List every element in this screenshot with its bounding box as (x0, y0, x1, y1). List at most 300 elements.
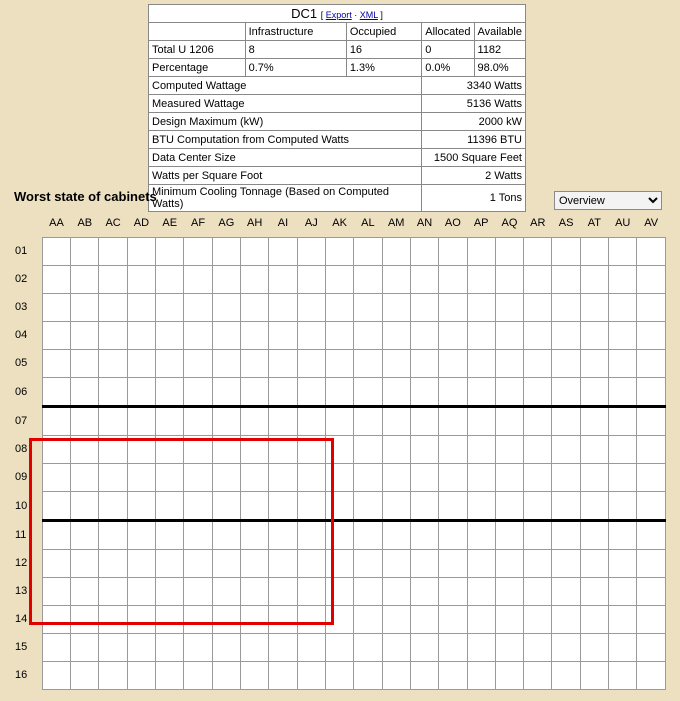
cabinet-cell-AB16[interactable] (71, 661, 99, 689)
cabinet-cell-AP08[interactable] (467, 435, 495, 463)
cabinet-cell-AB13[interactable] (71, 577, 99, 605)
cabinet-cell-AV01[interactable] (637, 237, 666, 265)
cabinet-cell-AL15[interactable] (354, 633, 382, 661)
cabinet-cell-AS05[interactable] (552, 349, 580, 377)
cabinet-cell-AM01[interactable] (382, 237, 410, 265)
cabinet-cell-AE11[interactable] (156, 520, 184, 549)
cabinet-cell-AD14[interactable] (127, 605, 155, 633)
cabinet-cell-AD12[interactable] (127, 549, 155, 577)
cabinet-cell-AM04[interactable] (382, 321, 410, 349)
cabinet-cell-AG09[interactable] (212, 463, 240, 491)
cabinet-cell-AE15[interactable] (156, 633, 184, 661)
cabinet-cell-AS06[interactable] (552, 377, 580, 406)
cabinet-cell-AG06[interactable] (212, 377, 240, 406)
cabinet-cell-AA08[interactable] (42, 435, 70, 463)
cabinet-cell-AI02[interactable] (269, 265, 297, 293)
cabinet-cell-AO10[interactable] (439, 491, 467, 520)
cabinet-cell-AV06[interactable] (637, 377, 666, 406)
cabinet-cell-AD15[interactable] (127, 633, 155, 661)
cabinet-cell-AT09[interactable] (580, 463, 608, 491)
cabinet-cell-AU04[interactable] (609, 321, 637, 349)
cabinet-cell-AT06[interactable] (580, 377, 608, 406)
cabinet-cell-AN13[interactable] (410, 577, 438, 605)
cabinet-cell-AE14[interactable] (156, 605, 184, 633)
cabinet-cell-AI14[interactable] (269, 605, 297, 633)
cabinet-cell-AG05[interactable] (212, 349, 240, 377)
cabinet-cell-AU03[interactable] (609, 293, 637, 321)
cabinet-cell-AA07[interactable] (42, 406, 70, 435)
cabinet-cell-AJ06[interactable] (297, 377, 325, 406)
cabinet-cell-AS13[interactable] (552, 577, 580, 605)
cabinet-cell-AU01[interactable] (609, 237, 637, 265)
cabinet-cell-AN15[interactable] (410, 633, 438, 661)
cabinet-cell-AN14[interactable] (410, 605, 438, 633)
cabinet-cell-AJ04[interactable] (297, 321, 325, 349)
cabinet-cell-AF03[interactable] (184, 293, 212, 321)
cabinet-cell-AU08[interactable] (609, 435, 637, 463)
cabinet-cell-AK12[interactable] (325, 549, 353, 577)
cabinet-cell-AF06[interactable] (184, 377, 212, 406)
cabinet-cell-AK02[interactable] (325, 265, 353, 293)
cabinet-cell-AF12[interactable] (184, 549, 212, 577)
cabinet-cell-AB15[interactable] (71, 633, 99, 661)
cabinet-cell-AA09[interactable] (42, 463, 70, 491)
cabinet-cell-AB02[interactable] (71, 265, 99, 293)
cabinet-cell-AK10[interactable] (325, 491, 353, 520)
cabinet-cell-AA11[interactable] (42, 520, 70, 549)
cabinet-cell-AQ04[interactable] (495, 321, 523, 349)
cabinet-cell-AQ05[interactable] (495, 349, 523, 377)
cabinet-cell-AG02[interactable] (212, 265, 240, 293)
cabinet-cell-AH01[interactable] (241, 237, 269, 265)
cabinet-cell-AV10[interactable] (637, 491, 666, 520)
cabinet-cell-AO07[interactable] (439, 406, 467, 435)
cabinet-cell-AS15[interactable] (552, 633, 580, 661)
cabinet-cell-AP02[interactable] (467, 265, 495, 293)
cabinet-cell-AC02[interactable] (99, 265, 127, 293)
cabinet-cell-AP06[interactable] (467, 377, 495, 406)
cabinet-cell-AP01[interactable] (467, 237, 495, 265)
cabinet-cell-AU15[interactable] (609, 633, 637, 661)
cabinet-cell-AI05[interactable] (269, 349, 297, 377)
cabinet-cell-AM06[interactable] (382, 377, 410, 406)
cabinet-cell-AL12[interactable] (354, 549, 382, 577)
cabinet-cell-AU13[interactable] (609, 577, 637, 605)
cabinet-cell-AI03[interactable] (269, 293, 297, 321)
cabinet-cell-AR10[interactable] (524, 491, 552, 520)
cabinet-cell-AS01[interactable] (552, 237, 580, 265)
cabinet-cell-AG10[interactable] (212, 491, 240, 520)
cabinet-cell-AA13[interactable] (42, 577, 70, 605)
cabinet-cell-AC12[interactable] (99, 549, 127, 577)
cabinet-cell-AR13[interactable] (524, 577, 552, 605)
cabinet-cell-AL04[interactable] (354, 321, 382, 349)
cabinet-cell-AN11[interactable] (410, 520, 438, 549)
cabinet-cell-AN01[interactable] (410, 237, 438, 265)
cabinet-cell-AC07[interactable] (99, 406, 127, 435)
cabinet-cell-AE02[interactable] (156, 265, 184, 293)
cabinet-cell-AM02[interactable] (382, 265, 410, 293)
cabinet-cell-AF07[interactable] (184, 406, 212, 435)
cabinet-cell-AC14[interactable] (99, 605, 127, 633)
cabinet-cell-AO12[interactable] (439, 549, 467, 577)
cabinet-cell-AS03[interactable] (552, 293, 580, 321)
cabinet-cell-AT13[interactable] (580, 577, 608, 605)
cabinet-cell-AL02[interactable] (354, 265, 382, 293)
cabinet-cell-AQ07[interactable] (495, 406, 523, 435)
cabinet-cell-AB11[interactable] (71, 520, 99, 549)
cabinet-cell-AO08[interactable] (439, 435, 467, 463)
cabinet-cell-AR15[interactable] (524, 633, 552, 661)
cabinet-cell-AN09[interactable] (410, 463, 438, 491)
cabinet-cell-AI13[interactable] (269, 577, 297, 605)
cabinet-cell-AM08[interactable] (382, 435, 410, 463)
cabinet-cell-AI01[interactable] (269, 237, 297, 265)
cabinet-cell-AH14[interactable] (241, 605, 269, 633)
cabinet-cell-AV02[interactable] (637, 265, 666, 293)
cabinet-cell-AP09[interactable] (467, 463, 495, 491)
cabinet-cell-AH09[interactable] (241, 463, 269, 491)
cabinet-cell-AS11[interactable] (552, 520, 580, 549)
cabinet-cell-AL14[interactable] (354, 605, 382, 633)
cabinet-cell-AV11[interactable] (637, 520, 666, 549)
cabinet-cell-AF15[interactable] (184, 633, 212, 661)
cabinet-cell-AI04[interactable] (269, 321, 297, 349)
cabinet-cell-AI16[interactable] (269, 661, 297, 689)
cabinet-cell-AN05[interactable] (410, 349, 438, 377)
cabinet-cell-AH05[interactable] (241, 349, 269, 377)
cabinet-cell-AS09[interactable] (552, 463, 580, 491)
cabinet-cell-AV13[interactable] (637, 577, 666, 605)
cabinet-cell-AV03[interactable] (637, 293, 666, 321)
cabinet-cell-AD09[interactable] (127, 463, 155, 491)
cabinet-cell-AM12[interactable] (382, 549, 410, 577)
cabinet-cell-AE04[interactable] (156, 321, 184, 349)
cabinet-cell-AP04[interactable] (467, 321, 495, 349)
cabinet-cell-AT01[interactable] (580, 237, 608, 265)
cabinet-cell-AR14[interactable] (524, 605, 552, 633)
cabinet-cell-AF08[interactable] (184, 435, 212, 463)
cabinet-cell-AN02[interactable] (410, 265, 438, 293)
cabinet-cell-AQ08[interactable] (495, 435, 523, 463)
cabinet-cell-AQ14[interactable] (495, 605, 523, 633)
cabinet-cell-AA01[interactable] (42, 237, 70, 265)
cabinet-cell-AD16[interactable] (127, 661, 155, 689)
cabinet-cell-AO16[interactable] (439, 661, 467, 689)
cabinet-cell-AR11[interactable] (524, 520, 552, 549)
cabinet-cell-AQ15[interactable] (495, 633, 523, 661)
cabinet-cell-AK06[interactable] (325, 377, 353, 406)
cabinet-cell-AR08[interactable] (524, 435, 552, 463)
cabinet-cell-AC06[interactable] (99, 377, 127, 406)
cabinet-cell-AU09[interactable] (609, 463, 637, 491)
cabinet-cell-AV16[interactable] (637, 661, 666, 689)
cabinet-cell-AK04[interactable] (325, 321, 353, 349)
cabinet-cell-AD06[interactable] (127, 377, 155, 406)
cabinet-cell-AQ01[interactable] (495, 237, 523, 265)
cabinet-cell-AF04[interactable] (184, 321, 212, 349)
cabinet-cell-AM03[interactable] (382, 293, 410, 321)
cabinet-cell-AH11[interactable] (241, 520, 269, 549)
cabinet-cell-AL09[interactable] (354, 463, 382, 491)
cabinet-cell-AI15[interactable] (269, 633, 297, 661)
cabinet-cell-AP07[interactable] (467, 406, 495, 435)
cabinet-cell-AJ05[interactable] (297, 349, 325, 377)
cabinet-cell-AK01[interactable] (325, 237, 353, 265)
cabinet-cell-AR01[interactable] (524, 237, 552, 265)
cabinet-cell-AQ03[interactable] (495, 293, 523, 321)
cabinet-cell-AE01[interactable] (156, 237, 184, 265)
view-mode-select[interactable] (554, 191, 662, 210)
cabinet-cell-AB06[interactable] (71, 377, 99, 406)
cabinet-cell-AG14[interactable] (212, 605, 240, 633)
cabinet-cell-AU05[interactable] (609, 349, 637, 377)
cabinet-cell-AM14[interactable] (382, 605, 410, 633)
cabinet-cell-AL01[interactable] (354, 237, 382, 265)
cabinet-cell-AE03[interactable] (156, 293, 184, 321)
cabinet-cell-AI07[interactable] (269, 406, 297, 435)
cabinet-cell-AA06[interactable] (42, 377, 70, 406)
cabinet-cell-AL11[interactable] (354, 520, 382, 549)
cabinet-cell-AU02[interactable] (609, 265, 637, 293)
cabinet-cell-AG08[interactable] (212, 435, 240, 463)
cabinet-cell-AM15[interactable] (382, 633, 410, 661)
cabinet-cell-AJ03[interactable] (297, 293, 325, 321)
cabinet-cell-AD10[interactable] (127, 491, 155, 520)
cabinet-cell-AP10[interactable] (467, 491, 495, 520)
cabinet-cell-AD11[interactable] (127, 520, 155, 549)
cabinet-cell-AJ02[interactable] (297, 265, 325, 293)
cabinet-cell-AG13[interactable] (212, 577, 240, 605)
cabinet-cell-AI10[interactable] (269, 491, 297, 520)
cabinet-cell-AT03[interactable] (580, 293, 608, 321)
cabinet-cell-AC16[interactable] (99, 661, 127, 689)
cabinet-cell-AJ16[interactable] (297, 661, 325, 689)
cabinet-cell-AV14[interactable] (637, 605, 666, 633)
cabinet-cell-AH08[interactable] (241, 435, 269, 463)
cabinet-cell-AR04[interactable] (524, 321, 552, 349)
cabinet-cell-AO09[interactable] (439, 463, 467, 491)
cabinet-cell-AE06[interactable] (156, 377, 184, 406)
cabinet-cell-AE05[interactable] (156, 349, 184, 377)
cabinet-cell-AU16[interactable] (609, 661, 637, 689)
cabinet-cell-AQ06[interactable] (495, 377, 523, 406)
cabinet-cell-AJ15[interactable] (297, 633, 325, 661)
cabinet-cell-AH06[interactable] (241, 377, 269, 406)
cabinet-cell-AE08[interactable] (156, 435, 184, 463)
cabinet-cell-AJ07[interactable] (297, 406, 325, 435)
cabinet-cell-AT02[interactable] (580, 265, 608, 293)
cabinet-cell-AU11[interactable] (609, 520, 637, 549)
cabinet-cell-AR06[interactable] (524, 377, 552, 406)
cabinet-cell-AM05[interactable] (382, 349, 410, 377)
cabinet-cell-AA15[interactable] (42, 633, 70, 661)
cabinet-cell-AN07[interactable] (410, 406, 438, 435)
cabinet-cell-AL10[interactable] (354, 491, 382, 520)
cabinet-cell-AM11[interactable] (382, 520, 410, 549)
cabinet-cell-AG11[interactable] (212, 520, 240, 549)
cabinet-cell-AP16[interactable] (467, 661, 495, 689)
cabinet-cell-AA02[interactable] (42, 265, 70, 293)
cabinet-cell-AS02[interactable] (552, 265, 580, 293)
cabinet-cell-AF09[interactable] (184, 463, 212, 491)
cabinet-cell-AF10[interactable] (184, 491, 212, 520)
cabinet-cell-AL03[interactable] (354, 293, 382, 321)
cabinet-cell-AL05[interactable] (354, 349, 382, 377)
cabinet-cell-AC08[interactable] (99, 435, 127, 463)
cabinet-cell-AT14[interactable] (580, 605, 608, 633)
cabinet-cell-AN04[interactable] (410, 321, 438, 349)
cabinet-cell-AV12[interactable] (637, 549, 666, 577)
cabinet-cell-AM16[interactable] (382, 661, 410, 689)
cabinet-cell-AH13[interactable] (241, 577, 269, 605)
cabinet-cell-AS16[interactable] (552, 661, 580, 689)
cabinet-cell-AS07[interactable] (552, 406, 580, 435)
cabinet-cell-AF01[interactable] (184, 237, 212, 265)
cabinet-cell-AP14[interactable] (467, 605, 495, 633)
cabinet-cell-AT05[interactable] (580, 349, 608, 377)
cabinet-cell-AF11[interactable] (184, 520, 212, 549)
cabinet-cell-AT15[interactable] (580, 633, 608, 661)
cabinet-cell-AC11[interactable] (99, 520, 127, 549)
cabinet-cell-AM13[interactable] (382, 577, 410, 605)
cabinet-cell-AT11[interactable] (580, 520, 608, 549)
cabinet-cell-AL16[interactable] (354, 661, 382, 689)
cabinet-cell-AE12[interactable] (156, 549, 184, 577)
cabinet-cell-AT16[interactable] (580, 661, 608, 689)
cabinet-cell-AO01[interactable] (439, 237, 467, 265)
cabinet-cell-AF14[interactable] (184, 605, 212, 633)
cabinet-cell-AK08[interactable] (325, 435, 353, 463)
cabinet-cell-AP12[interactable] (467, 549, 495, 577)
cabinet-cell-AD01[interactable] (127, 237, 155, 265)
cabinet-cell-AC05[interactable] (99, 349, 127, 377)
cabinet-cell-AP05[interactable] (467, 349, 495, 377)
cabinet-cell-AU12[interactable] (609, 549, 637, 577)
cabinet-cell-AJ10[interactable] (297, 491, 325, 520)
cabinet-cell-AO14[interactable] (439, 605, 467, 633)
cabinet-cell-AE09[interactable] (156, 463, 184, 491)
cabinet-cell-AD07[interactable] (127, 406, 155, 435)
cabinet-cell-AD02[interactable] (127, 265, 155, 293)
cabinet-cell-AD13[interactable] (127, 577, 155, 605)
cabinet-cell-AK05[interactable] (325, 349, 353, 377)
cabinet-cell-AG03[interactable] (212, 293, 240, 321)
cabinet-cell-AH10[interactable] (241, 491, 269, 520)
cabinet-cell-AC10[interactable] (99, 491, 127, 520)
cabinet-cell-AJ11[interactable] (297, 520, 325, 549)
cabinet-cell-AQ10[interactable] (495, 491, 523, 520)
cabinet-cell-AI12[interactable] (269, 549, 297, 577)
cabinet-cell-AK14[interactable] (325, 605, 353, 633)
cabinet-cell-AV07[interactable] (637, 406, 666, 435)
cabinet-cell-AE16[interactable] (156, 661, 184, 689)
cabinet-cell-AG15[interactable] (212, 633, 240, 661)
cabinet-cell-AU06[interactable] (609, 377, 637, 406)
cabinet-cell-AV15[interactable] (637, 633, 666, 661)
cabinet-cell-AB07[interactable] (71, 406, 99, 435)
cabinet-cell-AG07[interactable] (212, 406, 240, 435)
cabinet-cell-AV08[interactable] (637, 435, 666, 463)
cabinet-cell-AN16[interactable] (410, 661, 438, 689)
cabinet-cell-AJ09[interactable] (297, 463, 325, 491)
cabinet-cell-AA05[interactable] (42, 349, 70, 377)
cabinet-cell-AK09[interactable] (325, 463, 353, 491)
cabinet-cell-AI09[interactable] (269, 463, 297, 491)
cabinet-cell-AR07[interactable] (524, 406, 552, 435)
cabinet-cell-AD05[interactable] (127, 349, 155, 377)
cabinet-cell-AN08[interactable] (410, 435, 438, 463)
cabinet-cell-AO02[interactable] (439, 265, 467, 293)
cabinet-cell-AM10[interactable] (382, 491, 410, 520)
cabinet-cell-AE10[interactable] (156, 491, 184, 520)
cabinet-cell-AS08[interactable] (552, 435, 580, 463)
cabinet-cell-AL08[interactable] (354, 435, 382, 463)
cabinet-cell-AR05[interactable] (524, 349, 552, 377)
cabinet-cell-AH16[interactable] (241, 661, 269, 689)
cabinet-cell-AE07[interactable] (156, 406, 184, 435)
cabinet-cell-AC04[interactable] (99, 321, 127, 349)
cabinet-cell-AP03[interactable] (467, 293, 495, 321)
cabinet-cell-AO03[interactable] (439, 293, 467, 321)
xml-link[interactable]: XML (359, 10, 378, 20)
cabinet-cell-AB12[interactable] (71, 549, 99, 577)
cabinet-cell-AB01[interactable] (71, 237, 99, 265)
cabinet-cell-AN03[interactable] (410, 293, 438, 321)
cabinet-cell-AV09[interactable] (637, 463, 666, 491)
cabinet-cell-AG12[interactable] (212, 549, 240, 577)
cabinet-cell-AC03[interactable] (99, 293, 127, 321)
cabinet-cell-AQ02[interactable] (495, 265, 523, 293)
cabinet-cell-AC01[interactable] (99, 237, 127, 265)
cabinet-cell-AG01[interactable] (212, 237, 240, 265)
cabinet-cell-AL06[interactable] (354, 377, 382, 406)
cabinet-cell-AS12[interactable] (552, 549, 580, 577)
cabinet-cell-AA16[interactable] (42, 661, 70, 689)
cabinet-cell-AB09[interactable] (71, 463, 99, 491)
cabinet-cell-AC15[interactable] (99, 633, 127, 661)
cabinet-cell-AS04[interactable] (552, 321, 580, 349)
cabinet-cell-AU14[interactable] (609, 605, 637, 633)
cabinet-cell-AV04[interactable] (637, 321, 666, 349)
cabinet-cell-AU07[interactable] (609, 406, 637, 435)
cabinet-cell-AP11[interactable] (467, 520, 495, 549)
cabinet-cell-AB03[interactable] (71, 293, 99, 321)
cabinet-cell-AT10[interactable] (580, 491, 608, 520)
cabinet-cell-AT07[interactable] (580, 406, 608, 435)
cabinet-cell-AK03[interactable] (325, 293, 353, 321)
cabinet-cell-AR16[interactable] (524, 661, 552, 689)
cabinet-cell-AN06[interactable] (410, 377, 438, 406)
cabinet-cell-AC13[interactable] (99, 577, 127, 605)
cabinet-cell-AM07[interactable] (382, 406, 410, 435)
cabinet-cell-AR02[interactable] (524, 265, 552, 293)
cabinet-cell-AH04[interactable] (241, 321, 269, 349)
cabinet-cell-AD04[interactable] (127, 321, 155, 349)
cabinet-cell-AT12[interactable] (580, 549, 608, 577)
cabinet-cell-AP13[interactable] (467, 577, 495, 605)
cabinet-cell-AA04[interactable] (42, 321, 70, 349)
cabinet-cell-AH07[interactable] (241, 406, 269, 435)
cabinet-cell-AI06[interactable] (269, 377, 297, 406)
cabinet-cell-AQ13[interactable] (495, 577, 523, 605)
cabinet-cell-AO15[interactable] (439, 633, 467, 661)
cabinet-cell-AD03[interactable] (127, 293, 155, 321)
cabinet-cell-AB10[interactable] (71, 491, 99, 520)
cabinet-cell-AL07[interactable] (354, 406, 382, 435)
cabinet-cell-AG04[interactable] (212, 321, 240, 349)
cabinet-cell-AO05[interactable] (439, 349, 467, 377)
